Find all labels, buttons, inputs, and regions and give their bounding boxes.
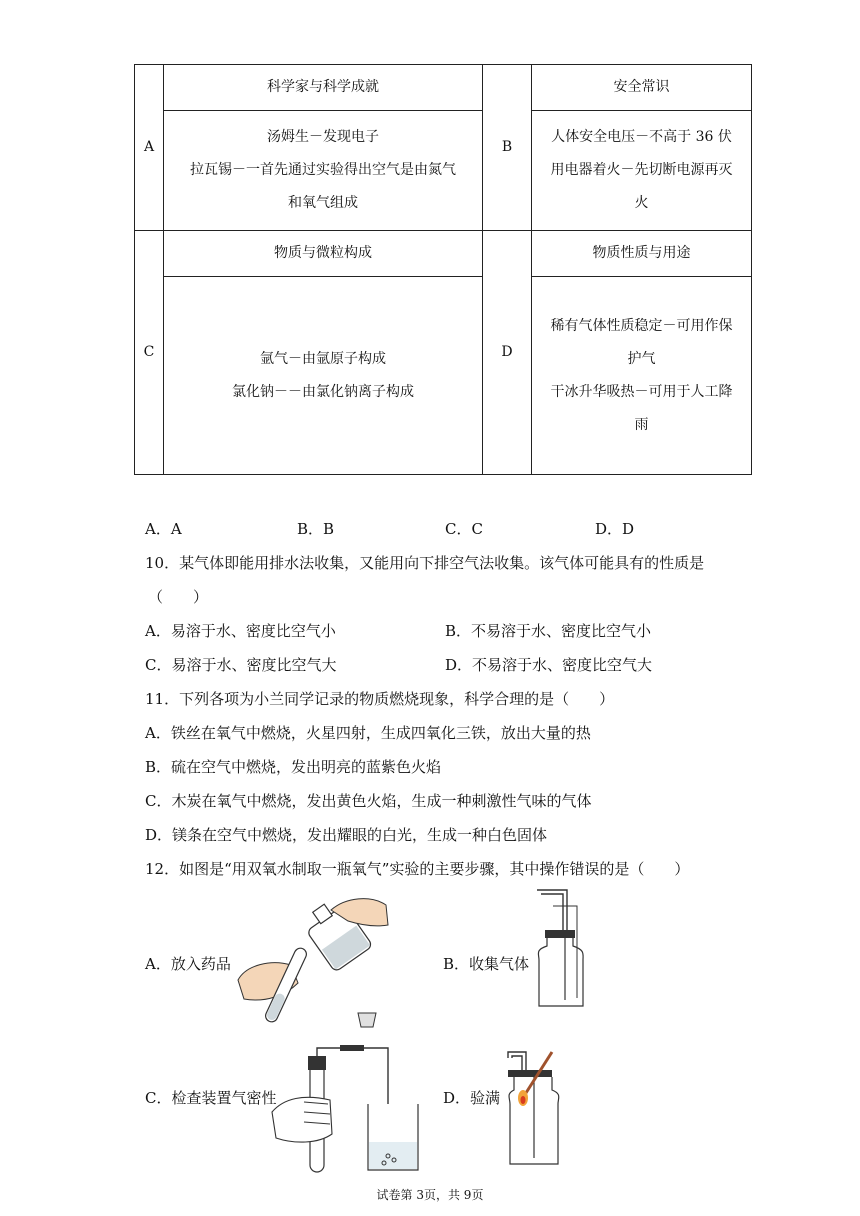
q10-option-b: B．不易溶于水、密度比空气小 <box>445 622 652 640</box>
cell-a-line: 和氧气组成 <box>288 195 358 211</box>
cell-d-header: 物质性质与用途 <box>532 231 752 277</box>
cell-d-line: 雨 <box>634 416 649 433</box>
cell-a-body <box>164 111 483 231</box>
q11-option-a: A．铁丝在氧气中燃烧，火星四射，生成四氧化三铁，放出大量的热 <box>145 724 591 742</box>
options-table <box>134 64 752 475</box>
full-check-figure <box>500 1048 570 1168</box>
q9-option-b: B．B <box>297 520 335 538</box>
cell-c-line: 氯化钠－－由氯化钠离子构成 <box>232 383 414 400</box>
cell-b-body <box>532 111 752 231</box>
cell-d-label: D <box>483 231 532 475</box>
cell-d-line: 稀有气体性质稳定－可用作保 <box>550 317 733 334</box>
q12-option-b: B．收集气体 <box>443 955 530 973</box>
cell-b-line: 火 <box>634 195 649 211</box>
q11-option-c: C．木炭在氧气中燃烧，发出黄色火焰，生成一种刺激性气味的气体 <box>145 792 592 810</box>
q9-option-d: D．D <box>595 520 635 538</box>
cell-b-line: 人体安全电压－不高于 36 伏 <box>551 129 732 145</box>
gas-collecting-bottle-figure <box>525 888 595 1010</box>
q12-option-d: D．验满 <box>443 1089 501 1107</box>
cell-c-label: C <box>135 231 164 475</box>
page-footer: 试卷第 3页，共 9页 <box>376 1188 484 1202</box>
cell-d-body <box>532 277 752 475</box>
cell-b-header: 安全常识 <box>532 65 752 111</box>
q11-option-d: D．镁条在空气中燃烧，发出耀眼的白光，生成一种白色固体 <box>145 826 548 844</box>
cell-a-label: A <box>135 65 164 231</box>
cell-c-header: 物质与微粒构成 <box>164 231 483 277</box>
q10-stem: 10．某气体即能用排水法收集，又能用向下排空气法收集。该气体可能具有的性质是 <box>145 554 705 572</box>
cell-d-line: 护气 <box>627 350 656 367</box>
cell-a-line: 拉瓦锡－一首先通过实验得出空气是由氮气 <box>190 162 456 178</box>
cell-c-line: 氩气－由氩原子构成 <box>260 350 386 367</box>
cell-c-body <box>164 277 483 475</box>
q12-option-c: C．检查装置气密性 <box>145 1089 277 1107</box>
q10-option-d: D．不易溶于水、密度比空气大 <box>445 656 653 674</box>
q12-stem: 12．如图是“用双氧水制取一瓶氧气”实验的主要步骤，其中操作错误的是（ ） <box>145 860 690 878</box>
q12-option-a: A．放入药品 <box>145 955 231 973</box>
cell-a-header: 科学家与科学成就 <box>164 65 483 111</box>
q10-option-c: C．易溶于水、密度比空气大 <box>145 656 337 674</box>
cell-b-line: 用电器着火－先切断电源再灭 <box>550 162 733 178</box>
q11-option-b: B．硫在空气中燃烧，发出明亮的蓝紫色火焰 <box>145 758 442 776</box>
q11-stem: 11．下列各项为小兰同学记录的物质燃烧现象，科学合理的是（ ） <box>145 690 615 708</box>
cell-b-label: B <box>483 65 532 231</box>
pouring-reagent-figure <box>236 895 396 1035</box>
airtightness-check-figure <box>270 1042 430 1177</box>
q9-option-a: A．A <box>145 520 182 538</box>
cell-a-line: 汤姆生－发现电子 <box>267 129 379 145</box>
q10-blank: （ ） <box>148 588 209 606</box>
q9-option-c: C．C <box>445 520 483 538</box>
cell-d-line: 干冰升华吸热－可用于人工降 <box>550 383 733 400</box>
q10-option-a: A．易溶于水、密度比空气小 <box>145 622 336 640</box>
